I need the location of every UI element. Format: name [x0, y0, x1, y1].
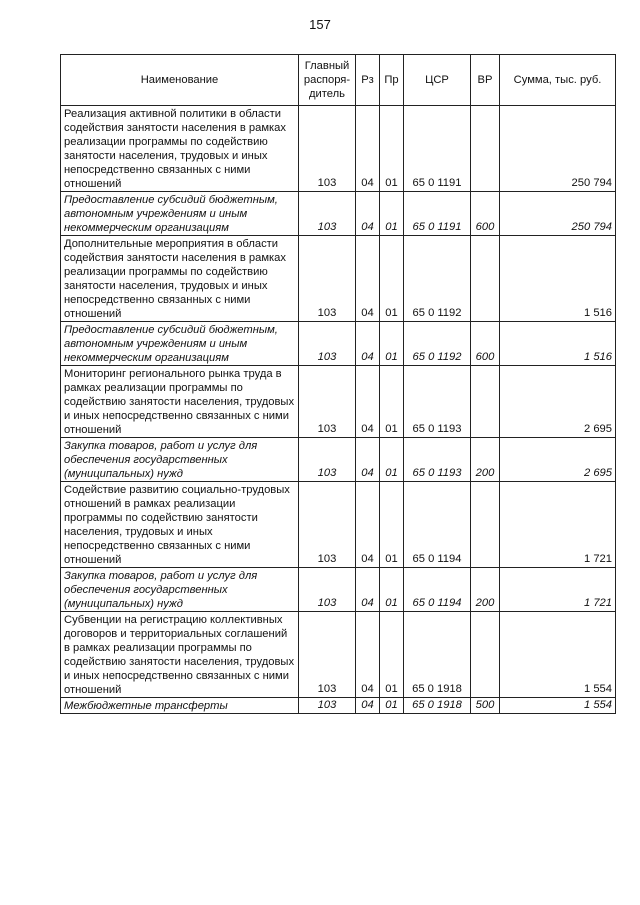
cell-sum: 1 721	[500, 482, 616, 568]
cell-csr: 65 0 1191	[404, 106, 471, 192]
cell-sum: 1 516	[500, 236, 616, 322]
cell-sum: 2 695	[500, 366, 616, 438]
cell-vr	[471, 482, 500, 568]
cell-grbs: 103	[299, 106, 356, 192]
table-row	[61, 106, 616, 192]
table-row	[61, 322, 616, 366]
cell-vr: 200	[471, 568, 500, 612]
cell-pr: 01	[380, 612, 404, 698]
cell-csr: 65 0 1194	[404, 568, 471, 612]
header-sum: Сумма, тыс. руб.	[500, 55, 616, 106]
cell-rz: 04	[356, 322, 380, 366]
cell-name: Субвенции на регистрацию коллективных договоров и территориальных соглашений в рамках реализации программы по содействию занятости населения, трудовых и иных непосредственно связанных с ними отношений	[61, 612, 299, 698]
header-rz: Рз	[356, 55, 380, 106]
cell-pr: 01	[380, 106, 404, 192]
cell-name: Дополнительные мероприятия в области содействия занятости населения в рамках реализации программы по содействию занятости населения, трудовых и иных непосредственно связанных с ними отношений	[61, 236, 299, 322]
cell-grbs: 103	[299, 322, 356, 366]
header-row	[61, 55, 616, 106]
cell-grbs: 103	[299, 192, 356, 236]
cell-vr: 600	[471, 322, 500, 366]
cell-grbs: 103	[299, 568, 356, 612]
cell-pr: 01	[380, 698, 404, 714]
cell-sum: 1 516	[500, 322, 616, 366]
cell-vr: 500	[471, 698, 500, 714]
cell-sum: 1 554	[500, 612, 616, 698]
cell-pr: 01	[380, 236, 404, 322]
budget-table	[60, 54, 616, 714]
table-row	[61, 698, 616, 714]
cell-name: Межбюджетные трансферты	[61, 698, 299, 714]
cell-csr: 65 0 1918	[404, 612, 471, 698]
cell-rz: 04	[356, 192, 380, 236]
cell-csr: 65 0 1194	[404, 482, 471, 568]
cell-csr: 65 0 1191	[404, 192, 471, 236]
cell-csr: 65 0 1918	[404, 698, 471, 714]
header-name: Наименование	[61, 55, 299, 106]
cell-rz: 04	[356, 106, 380, 192]
cell-vr	[471, 612, 500, 698]
cell-rz: 04	[356, 612, 380, 698]
cell-pr: 01	[380, 568, 404, 612]
cell-vr	[471, 236, 500, 322]
cell-grbs: 103	[299, 236, 356, 322]
cell-rz: 04	[356, 438, 380, 482]
cell-csr: 65 0 1193	[404, 438, 471, 482]
cell-grbs: 103	[299, 698, 356, 714]
cell-csr: 65 0 1192	[404, 236, 471, 322]
cell-sum: 2 695	[500, 438, 616, 482]
cell-csr: 65 0 1193	[404, 366, 471, 438]
table-row	[61, 438, 616, 482]
cell-rz: 04	[356, 236, 380, 322]
cell-grbs: 103	[299, 482, 356, 568]
header-grbs: Главный распоря-дитель	[299, 55, 356, 106]
header-csr: ЦСР	[404, 55, 471, 106]
cell-grbs: 103	[299, 366, 356, 438]
cell-name: Реализация активной политики в области содействия занятости населения в рамках реализации программы по содействию занятости населения, трудовых и иных непосредственно связанных с ними отношений	[61, 106, 299, 192]
cell-pr: 01	[380, 192, 404, 236]
table-body	[61, 106, 616, 714]
cell-rz: 04	[356, 366, 380, 438]
cell-pr: 01	[380, 366, 404, 438]
cell-rz: 04	[356, 568, 380, 612]
cell-name: Содействие развитию социально-трудовых отношений в рамках реализации программы по содействию занятости населения, трудовых и иных непосредственно связанных с ними отношений	[61, 482, 299, 568]
cell-csr: 65 0 1192	[404, 322, 471, 366]
cell-name: Закупка товаров, работ и услуг для обеспечения государственных (муниципальных) нужд	[61, 438, 299, 482]
table-row	[61, 366, 616, 438]
cell-vr	[471, 106, 500, 192]
cell-vr: 600	[471, 192, 500, 236]
cell-vr: 200	[471, 438, 500, 482]
header-pr: Пр	[380, 55, 404, 106]
cell-pr: 01	[380, 482, 404, 568]
cell-pr: 01	[380, 438, 404, 482]
cell-rz: 04	[356, 698, 380, 714]
table-row	[61, 236, 616, 322]
page-number: 157	[309, 17, 331, 32]
cell-grbs: 103	[299, 438, 356, 482]
cell-sum: 250 794	[500, 192, 616, 236]
cell-sum: 1 721	[500, 568, 616, 612]
cell-name: Закупка товаров, работ и услуг для обеспечения государственных (муниципальных) нужд	[61, 568, 299, 612]
cell-grbs: 103	[299, 612, 356, 698]
cell-sum: 1 554	[500, 698, 616, 714]
table-row	[61, 568, 616, 612]
cell-name: Мониторинг регионального рынка труда в рамках реализации программы по содействию занятости населения, трудовых и иных непосредственно связанных с ними отношений	[61, 366, 299, 438]
header-vr: ВР	[471, 55, 500, 106]
cell-sum: 250 794	[500, 106, 616, 192]
cell-name: Предоставление субсидий бюджетным, автономным учреждениям и иным некоммерческим организациям	[61, 192, 299, 236]
table-row	[61, 612, 616, 698]
table-row	[61, 192, 616, 236]
cell-vr	[471, 366, 500, 438]
cell-name: Предоставление субсидий бюджетным, автономным учреждениям и иным некоммерческим организациям	[61, 322, 299, 366]
cell-pr: 01	[380, 322, 404, 366]
cell-rz: 04	[356, 482, 380, 568]
table-row	[61, 482, 616, 568]
